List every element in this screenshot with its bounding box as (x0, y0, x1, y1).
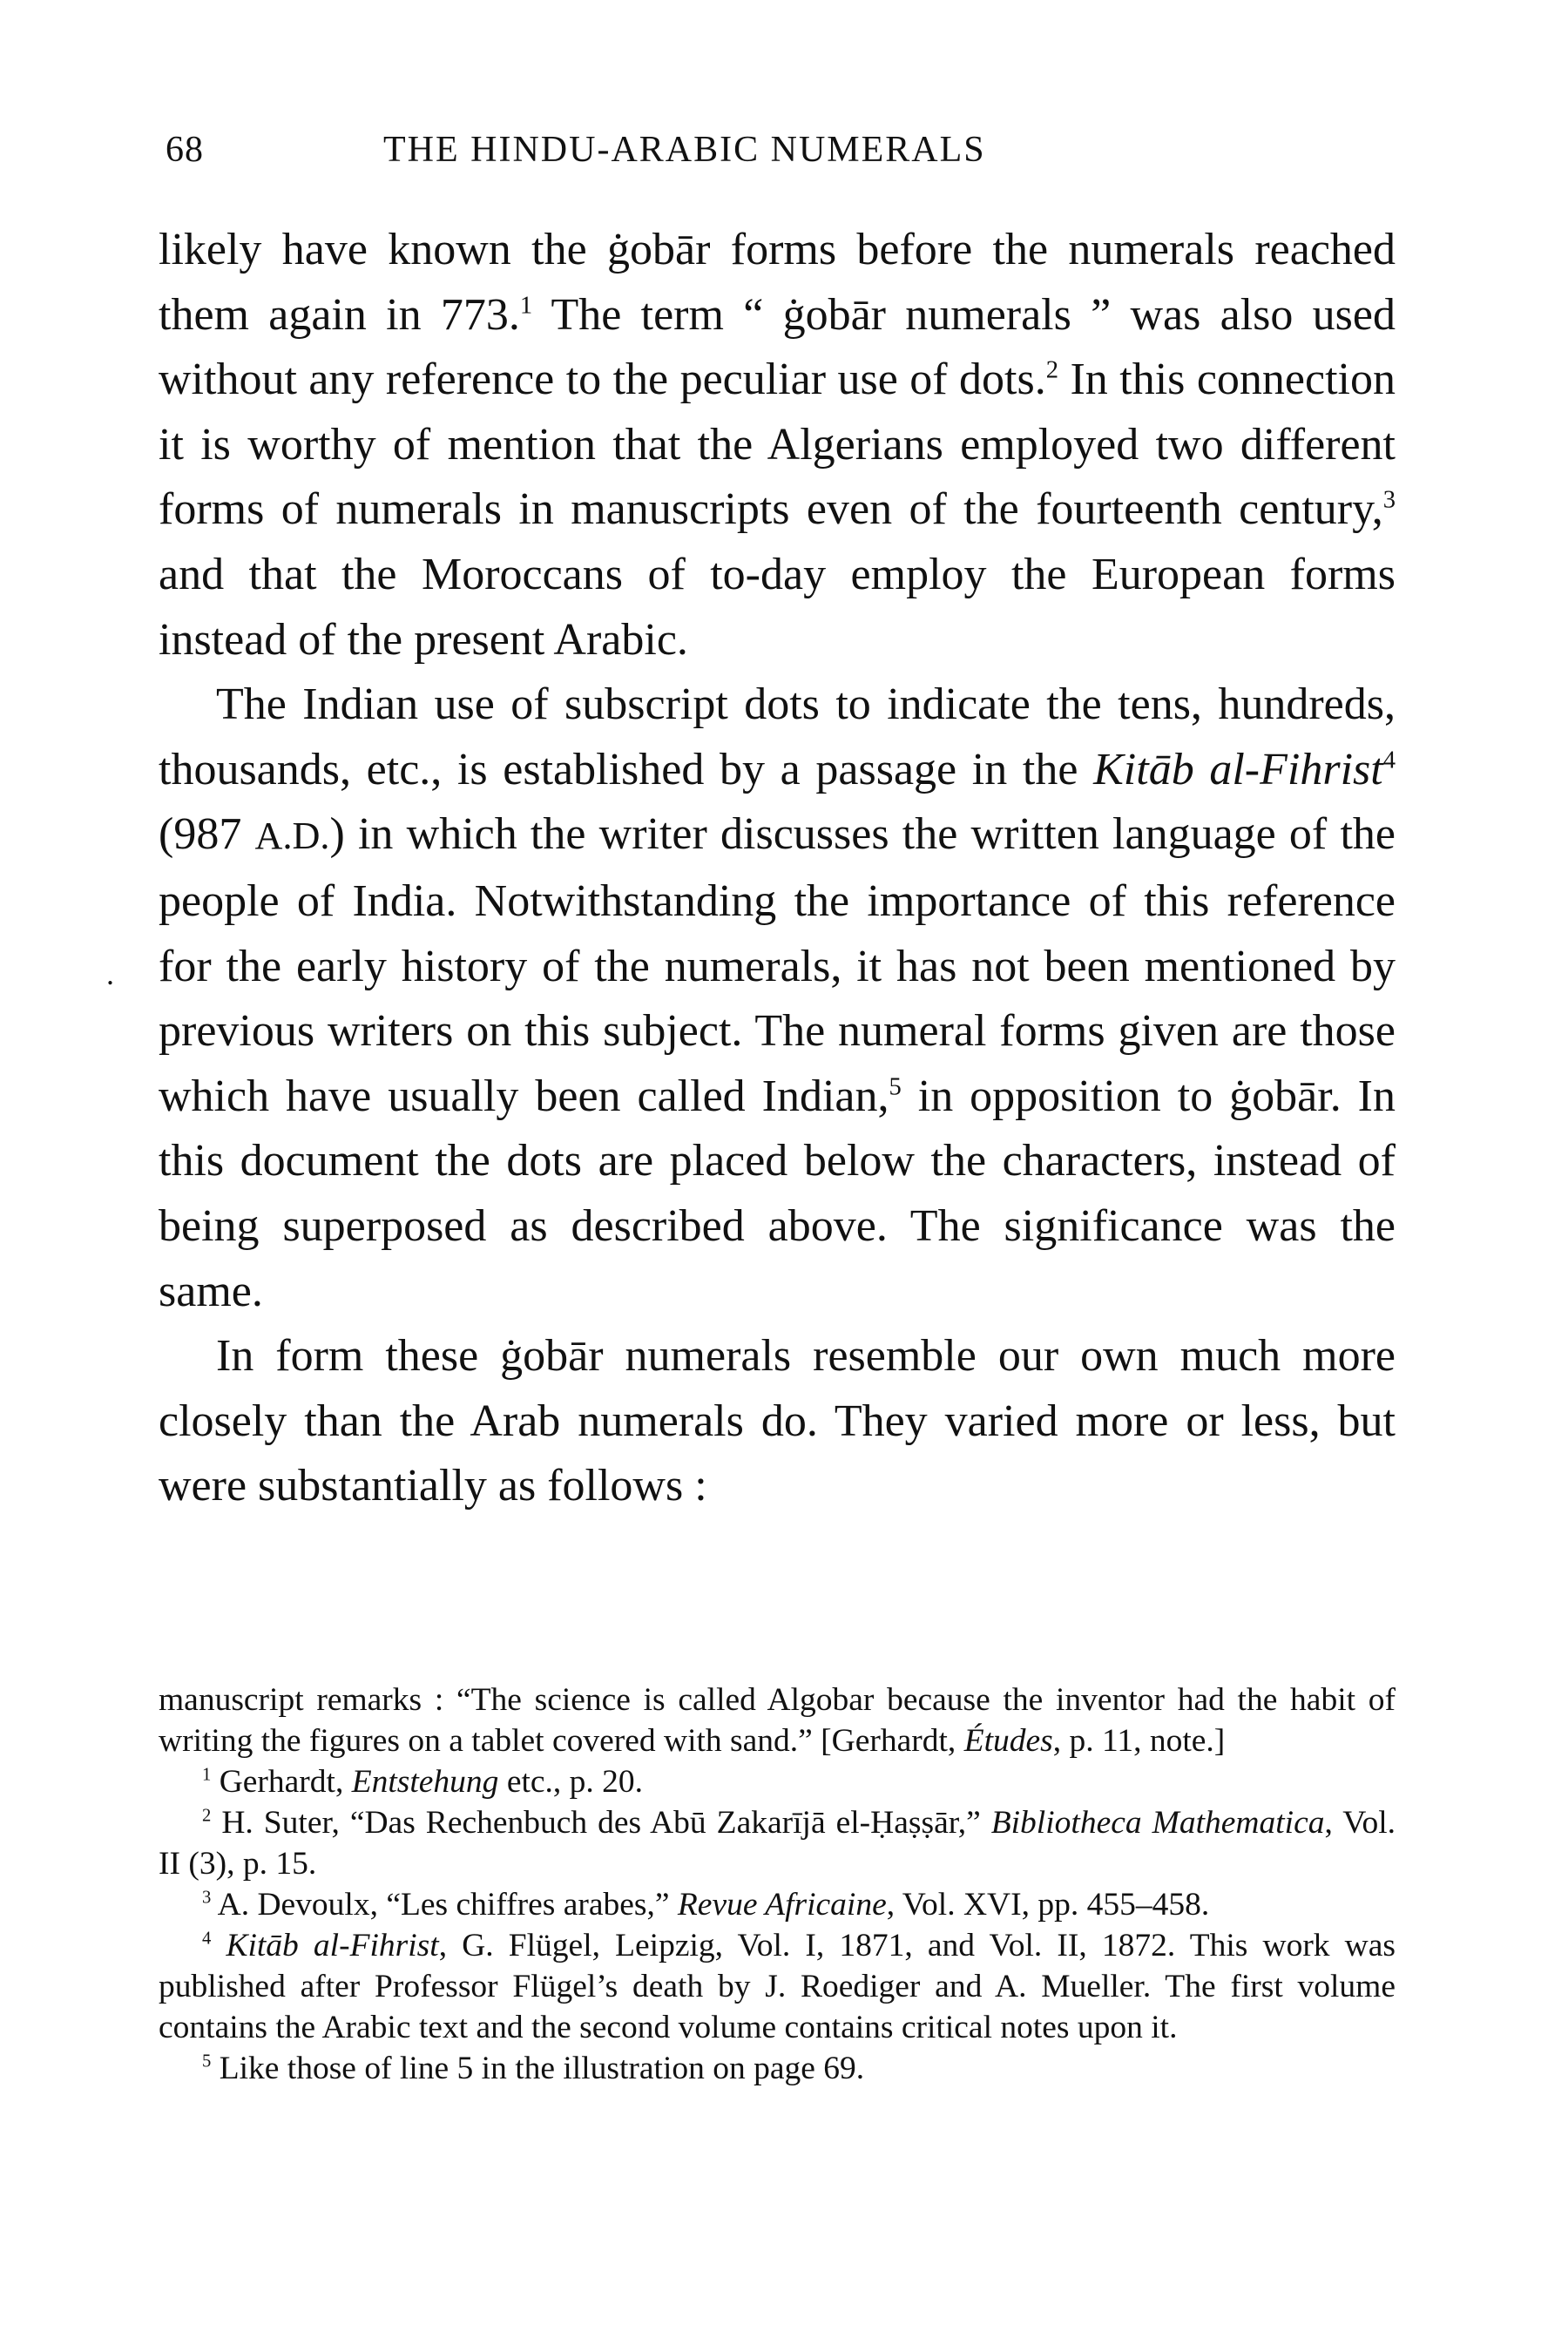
running-title: THE HINDU-ARABIC NUMERALS (383, 130, 986, 170)
paragraph-2: The Indian use of subscript dots to indicate the tens, hundreds, thousands, etc., is established by a passage in the Kitāb al-Fihrist$^4$ (987 A.D.) in which the writer discusses the written language of the people of India. Notwithstanding the importance of this reference for the early history of the numerals, it has not been mentioned by previous writers on this subject. The numeral forms given are those which have usually been called Indian,$^5$ in opposition to ġobār. In this document the dots are placed below the characters, instead of being superposed as described above. The significance was the same. (159, 679, 1396, 1316)
page-number: 68 (166, 130, 204, 170)
footnote-5: $^5$ Like those of line 5 in the illustration on page 69. (202, 2051, 865, 2086)
footnote-4: $^4$ Kitāb al-Fihrist, G. Flügel, Leipzig, Vol. I, 1871, and Vol. II, 1872. This work was published after Professor Flügel’s death by J. Roediger and A. Mueller. The first volume contains the Arabic text and the second volume contains critical notes upon it. (159, 1928, 1396, 2045)
era-abbreviation: A.D. (254, 814, 330, 858)
footnote-2: $^2$ H. Suter, “Das Rechenbuch des Abū Zakarījā el-Ḥaṣṣār,” Bibliotheca Mathematica, Vol. II (3), p. 15. (159, 1805, 1396, 1882)
footnote-3: $^3$ A. Devoulx, “Les chiffres arabes,” Revue Africaine, Vol. XVI, pp. 455–458. (202, 1887, 1210, 1923)
footnote-marker: 4 (202, 1929, 212, 1949)
footnote-ref-4[interactable]: 4 (1382, 747, 1396, 774)
footnote-ref-5[interactable]: 5 (889, 1073, 902, 1101)
footnote-marker: 3 (202, 1888, 212, 1908)
page-header (166, 129, 1402, 190)
footnote-ref-1[interactable]: 1 (519, 292, 533, 320)
footnote-marker: 1 (202, 1765, 212, 1785)
body-text (159, 218, 1396, 1519)
margin-mark: . (106, 956, 114, 991)
footnote-marker: 5 (202, 2051, 212, 2072)
footnote-ref-3[interactable]: 3 (1382, 487, 1396, 515)
paragraph-3: In form these ġobār numerals resemble our own much more closely than the Arab numerals do. They varied more or less, but were substantially as follows : (159, 1331, 1396, 1511)
footnotes (159, 1680, 1396, 2089)
book-title-kitab-al-fihrist: Kitāb al-Fihrist (1093, 744, 1383, 794)
paragraph-1: likely have known the ġobār forms before the numerals reached them again in 773.$^1$ The term “ ġobār numerals ” was also used without any reference to the peculiar use of dots.$^2$ In this connection it is worthy of mention that the Algerians employed two different forms of numerals in manuscripts even of the fourteenth century,$^3$ and that the Moroccans of to-day employ the European forms instead of the present Arabic. (159, 225, 1396, 665)
footnote-continued: manuscript remarks : “The science is called Algobar because the inventor had the habit of writing the figures on a tablet covered with sand.” [Gerhardt, Études, p. 11, note.] (159, 1682, 1396, 1759)
footnote-1: $^1$ Gerhardt, Entstehung etc., p. 20. (202, 1764, 644, 1800)
footnote-marker: 2 (202, 1806, 212, 1826)
footnote-ref-2[interactable]: 2 (1045, 356, 1059, 384)
